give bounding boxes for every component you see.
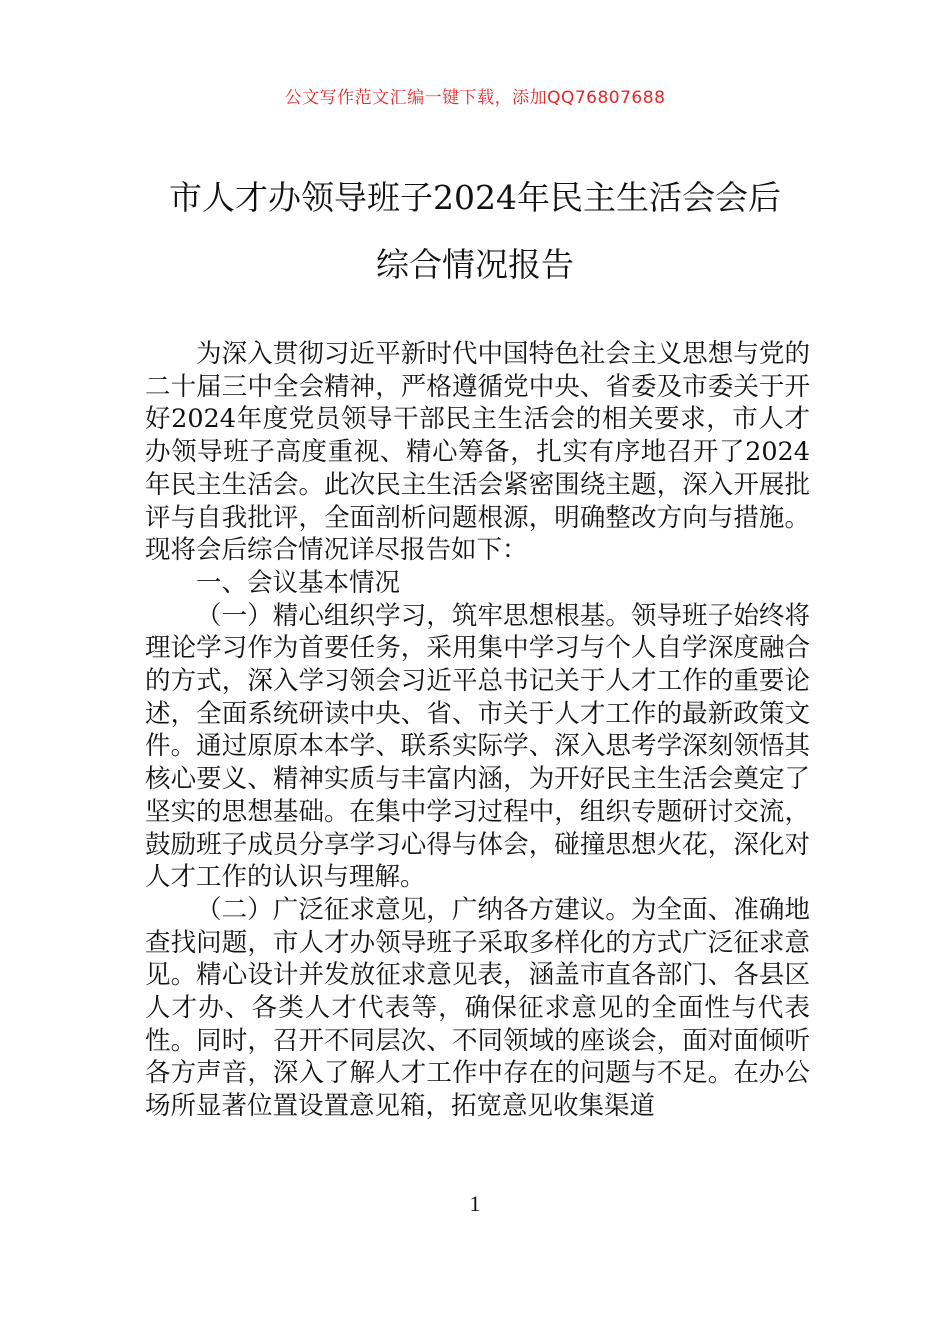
document-title-line-1: 市人才办领导班子2024年民主生活会会后: [169, 178, 781, 217]
paragraph-study: （一）精心组织学习，筑牢思想根基。领导班子始终将理论学习作为首要任务，采用集中学习与个人自学深度融合的方式，深入学习领会习近平总书记关于人才工作的重要论述，全面系统研读中央、省、市关于人才工作的最新政策文件。通过原原本本学、联系实际学、深入思考学深刻领悟其核心要义、精神实质与丰富内涵，为开好民主生活会奠定了坚实的思想基础。在集中学习过程中，组织专题研讨交流，鼓励班子成员分享学习心得与体会，碰撞思想火花，深化对人才工作的认识与理解。: [145, 600, 810, 893]
document-body: [145, 338, 810, 1123]
paragraph-intro: 为深入贯彻习近平新时代中国特色社会主义思想与党的二十届三中全会精神，严格遵循党中央、省委及市委关于开好2024年度党员领导干部民主生活会的相关要求，市人才办领导班子高度重视、精心筹备，扎实有序地召开了2024年民主生活会。此次民主生活会紧密围绕主题，深入开展批评与自我批评，全面剖析问题根源，明确整改方向与措施。现将会后综合情况详尽报告如下：: [145, 339, 810, 566]
page-number: 1: [469, 1191, 481, 1216]
paragraph-opinions: （二）广泛征求意见，广纳各方建议。为全面、准确地查找问题，市人才办领导班子采取多样化的方式广泛征求意见。精心设计并发放征求意见表，涵盖市直各部门、各县区人才办、各类人才代表等，确保征求意见的全面性与代表性。同时，召开不同层次、不同领域的座谈会，面对面倾听各方声音，深入了解人才工作中存在的问题与不足。在办公场所显著位置设置意见箱，拓宽意见收集渠道: [145, 894, 810, 1122]
section-heading-1: 一、会议基本情况: [196, 567, 401, 598]
document-title-line-2: 综合情况报告: [376, 245, 574, 284]
header-banner: 公文写作范文汇编一键下载，添加QQ76807688: [284, 88, 666, 108]
